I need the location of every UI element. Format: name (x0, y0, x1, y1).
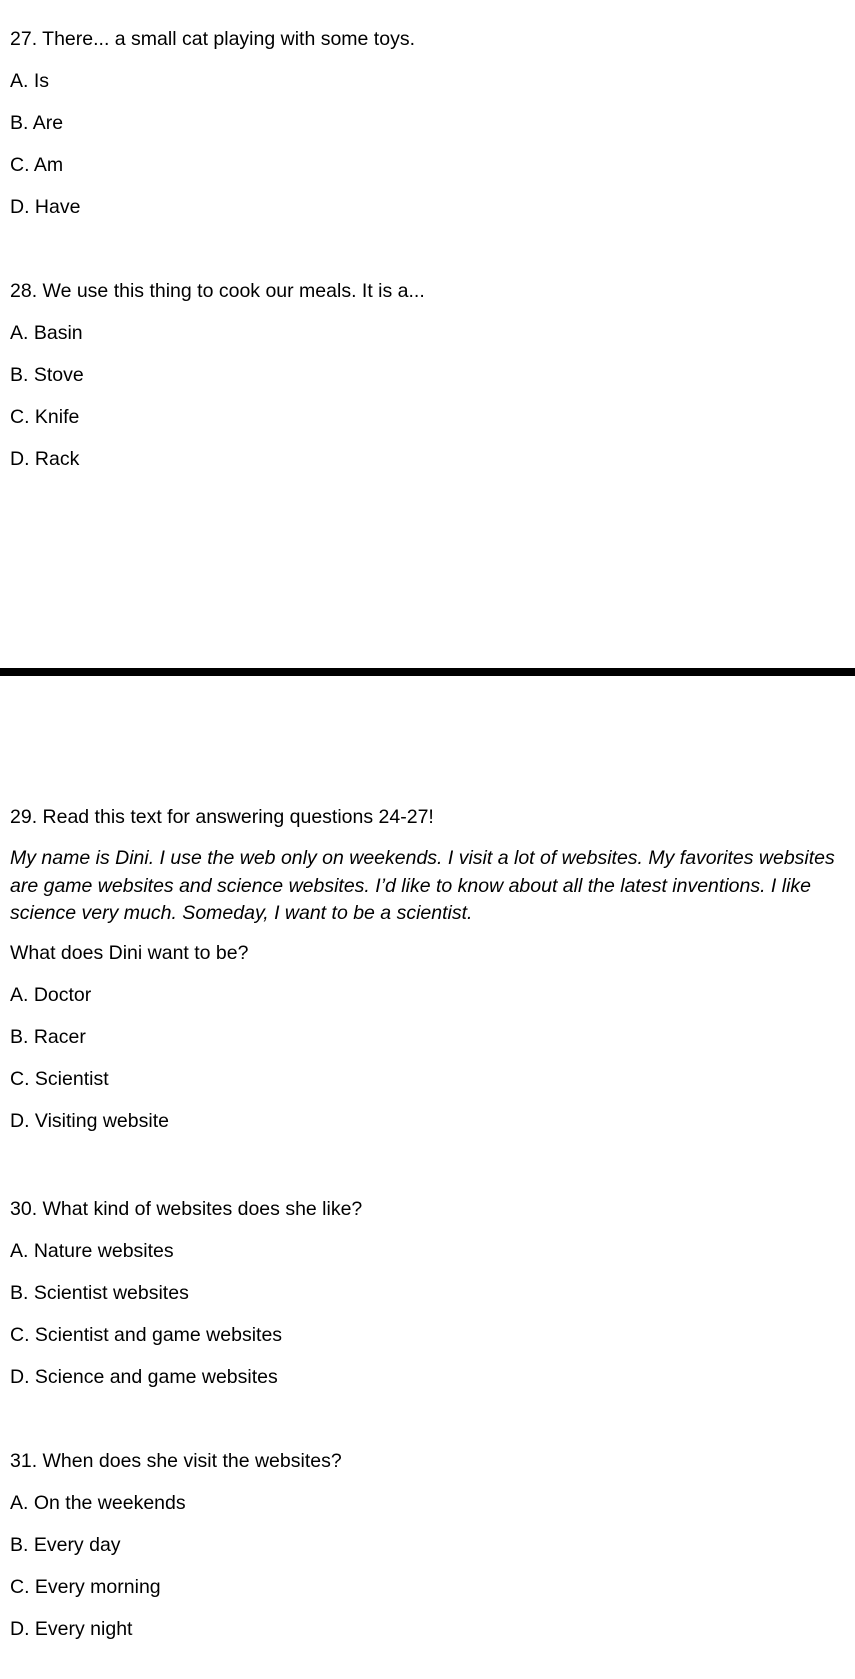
question-stem: 29. Read this text for answering questions 24-27! (10, 806, 434, 828)
option-b: B. Scientist websites (10, 1282, 189, 1304)
question-text: What does Dini want to be? (10, 941, 249, 964)
option-d: D. Visiting website (10, 1109, 169, 1132)
option-b: B. Every day (10, 1534, 121, 1556)
option-d: D. Have (10, 196, 81, 218)
option-d: D. Every night (10, 1618, 133, 1640)
option-c: C. Scientist and game websites (10, 1324, 283, 1346)
option-d: D. Science and game websites (10, 1366, 278, 1388)
option-c: C. Every morning (10, 1576, 161, 1598)
question-31 (10, 1447, 845, 1657)
question-stem: 30. What kind of websites does she like? (10, 1198, 363, 1220)
option-a: A. Is (10, 70, 50, 92)
option-c: C. Knife (10, 406, 80, 428)
option-c: C. Scientist (10, 1067, 109, 1090)
option-a: A. Doctor (10, 983, 92, 1006)
question-stem: 28. We use this thing to cook our meals. It is a... (10, 280, 425, 302)
option-a: A. On the weekends (10, 1492, 186, 1514)
option-b: B. Stove (10, 364, 84, 386)
option-b: B. Are (10, 112, 64, 134)
question-stem: 31. When does she visit the websites? (10, 1450, 342, 1472)
question-30 (10, 1195, 845, 1405)
option-b: B. Racer (10, 1025, 86, 1048)
option-a: A. Basin (10, 322, 83, 344)
page-2 (0, 676, 855, 1679)
question-stem: 27. There... a small cat playing with some toys. (10, 28, 415, 50)
option-a: A. Nature websites (10, 1240, 174, 1262)
option-d: D. Rack (10, 448, 80, 470)
option-c: C. Am (10, 154, 64, 176)
question-27 (10, 25, 845, 235)
reading-passage: My name is Dini. I use the web only on weekends. I visit a lot of websites. My favorites websites are game websites and science websites. I’d like to know about all the latest inventions. I like science very much. Someday, I want to be a scientist. (10, 847, 835, 924)
question-29 (10, 803, 845, 1149)
page-1 (0, 0, 855, 668)
question-28 (10, 277, 845, 487)
page-divider (0, 668, 855, 676)
